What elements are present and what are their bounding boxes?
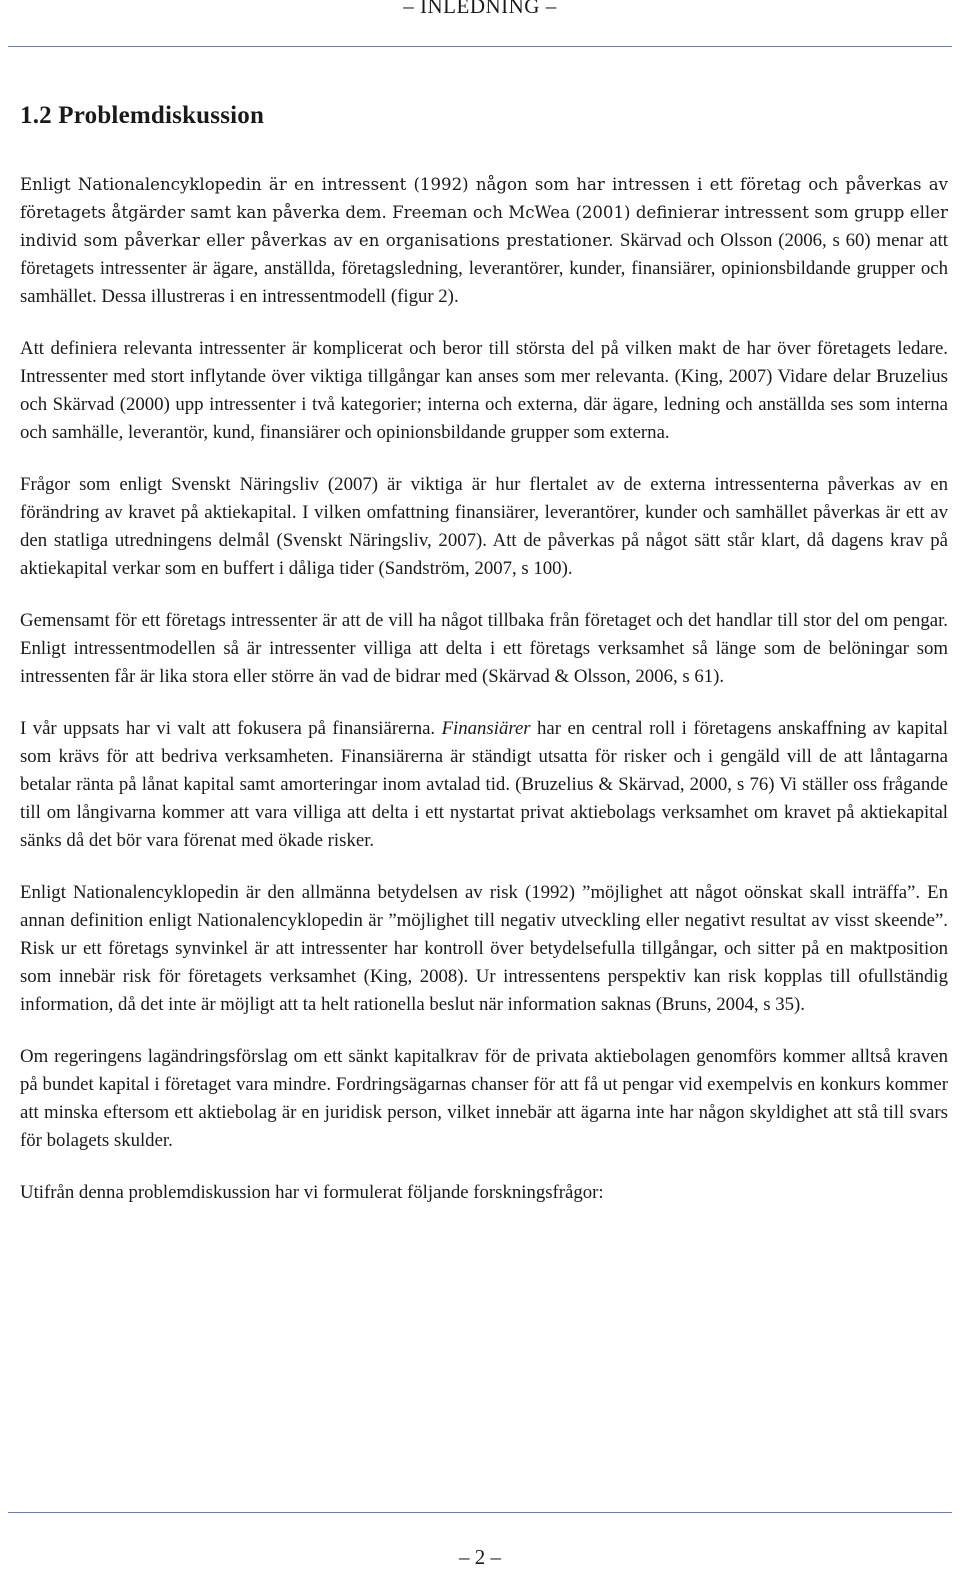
paragraph-risk-definition: Enligt Nationalencyklopedin är den allmänna betydelsen av risk (1992) ”möjlighet att något oönskat skall inträffa”. En annan definition enligt Nationalencyklopedin är ”möjlighet till negativ utveckling eller negativt resultat av visst skeende”. Risk ur ett företags synvinkel är att intressenter har kontroll över betydelsefulla tillgångar, och sitter på en maktposition som innebär risk för företagets verksamhet (King, 2008). Ur intressentens perspektiv kan risk kopplas till ofullständig information, då det inte är möjligt att ta helt rationella beslut när information saknas (Bruns, 2004, s 35). [20, 882, 948, 1015]
header-divider [8, 46, 952, 47]
paragraph-research-questions-intro: Utifrån denna problemdiskussion har vi formulerat följande forskningsfrågor: [20, 1182, 604, 1203]
paragraph-stakeholder-definition [20, 171, 948, 311]
paragraph-text: I vår uppsats har vi valt att fokusera på finansiärerna. [20, 718, 442, 739]
paragraph-svenskt-naringsliv: Frågor som enligt Svenskt Näringsliv (2007) är viktiga är hur flertalet av de externa intressenterna påverkas av en förändring av kravet på aktiekapital. I vilken omfattning finansiärer, leverantörer, kunder och samhället påverkas är ett av den statliga utredningens delmål (Svenskt Näringsliv, 2007). Att de påverkas på något sätt står klart, då dagens krav på aktiekapital verkar som en buffert i dåliga tider (Sandström, 2007, s 100). [20, 474, 948, 579]
paragraph-capital-requirement: Om regeringens lagändringsförslag om ett sänkt kapitalkrav för de privata aktiebolagen genomförs kommer alltså kraven på bundet kapital i företaget vara mindre. Fordringsägarnas chanser för att få ut pengar vid exempelvis en konkurs kommer att minska eftersom ett aktiebolag är en juridisk person, vilket innebär att ägarna inte har någon skyldighet att stå till svars för bolagets skulder. [20, 1046, 948, 1151]
running-header: – INLEDNING – [403, 0, 557, 18]
paragraph-text: har en central roll i företagens anskaffning av kapital som krävs för att bedriva verksamheten. Finansiärerna är ständigt utsatta för risker och i gengäld vill de att låntagarna betalar ränta på lånat kapital samt amorteringar inom avtalad tid. (Bruzelius & Skärvad, 2000, s 76) Vi ställer oss frågande till om långivarna kommer att vara villiga att delta i ett nystartat privat aktiebolags verksamhet om kravet på aktiekapital sänks då det bör vara förenat med ökade risker. [20, 718, 948, 851]
paragraph-financiers [20, 715, 948, 855]
paragraph-text: Skärvad och Olsson (2006, s 60) menar att företagets intressenter är ägare, anställda, företagsledning, leverantörer, kunder, finansiärer, opinionsbildande grupper och samhället. Dessa illustreras i en intressentmodell (figur 2). [20, 230, 949, 307]
paragraph-relevant-stakeholders: Att definiera relevanta intressenter är komplicerat och beror till största del på vilken makt de har över företagets ledare. Intressenter med stort inflytande över viktiga tillgångar kan anses som mer relevanta. (King, 2007) Vidare delar Bruzelius och Skärvad (2000) upp intressenter i två kategorier; interna och externa, där ägare, ledning och anställda ses som interna och samhälle, leverantör, kund, finansiärer och opinionsbildande grupper som externa. [20, 338, 948, 443]
paragraph-text: Enligt Nationalencyklopedin är en intressent (1992) någon som har intressen i ett företag och påverkas av företagets åtgärder samt kan påverka dem. Freeman och McWea (2001) definierar intressent som grupp eller individ som påverkar eller påverkas av en organisations prestationer. [20, 175, 948, 250]
paragraph-stakeholder-model: Gemensamt för ett företags intressenter är att de vill ha något tillbaka från företaget och det handlar till stor del om pengar. Enligt intressentmodellen så är intressenter villiga att delta i ett företags verksamhet så länge som de belöningar som intressenten får är lika stora eller större än vad de bidrar med (Skärvad & Olsson, 2006, s 61). [20, 610, 948, 687]
emphasis-term: Finansiärer [441, 718, 531, 739]
section-title: 1.2 Problemdiskussion [20, 102, 265, 129]
footer-divider [8, 1512, 952, 1513]
body-text [20, 171, 948, 1231]
page-number: – 2 – [459, 1545, 501, 1569]
